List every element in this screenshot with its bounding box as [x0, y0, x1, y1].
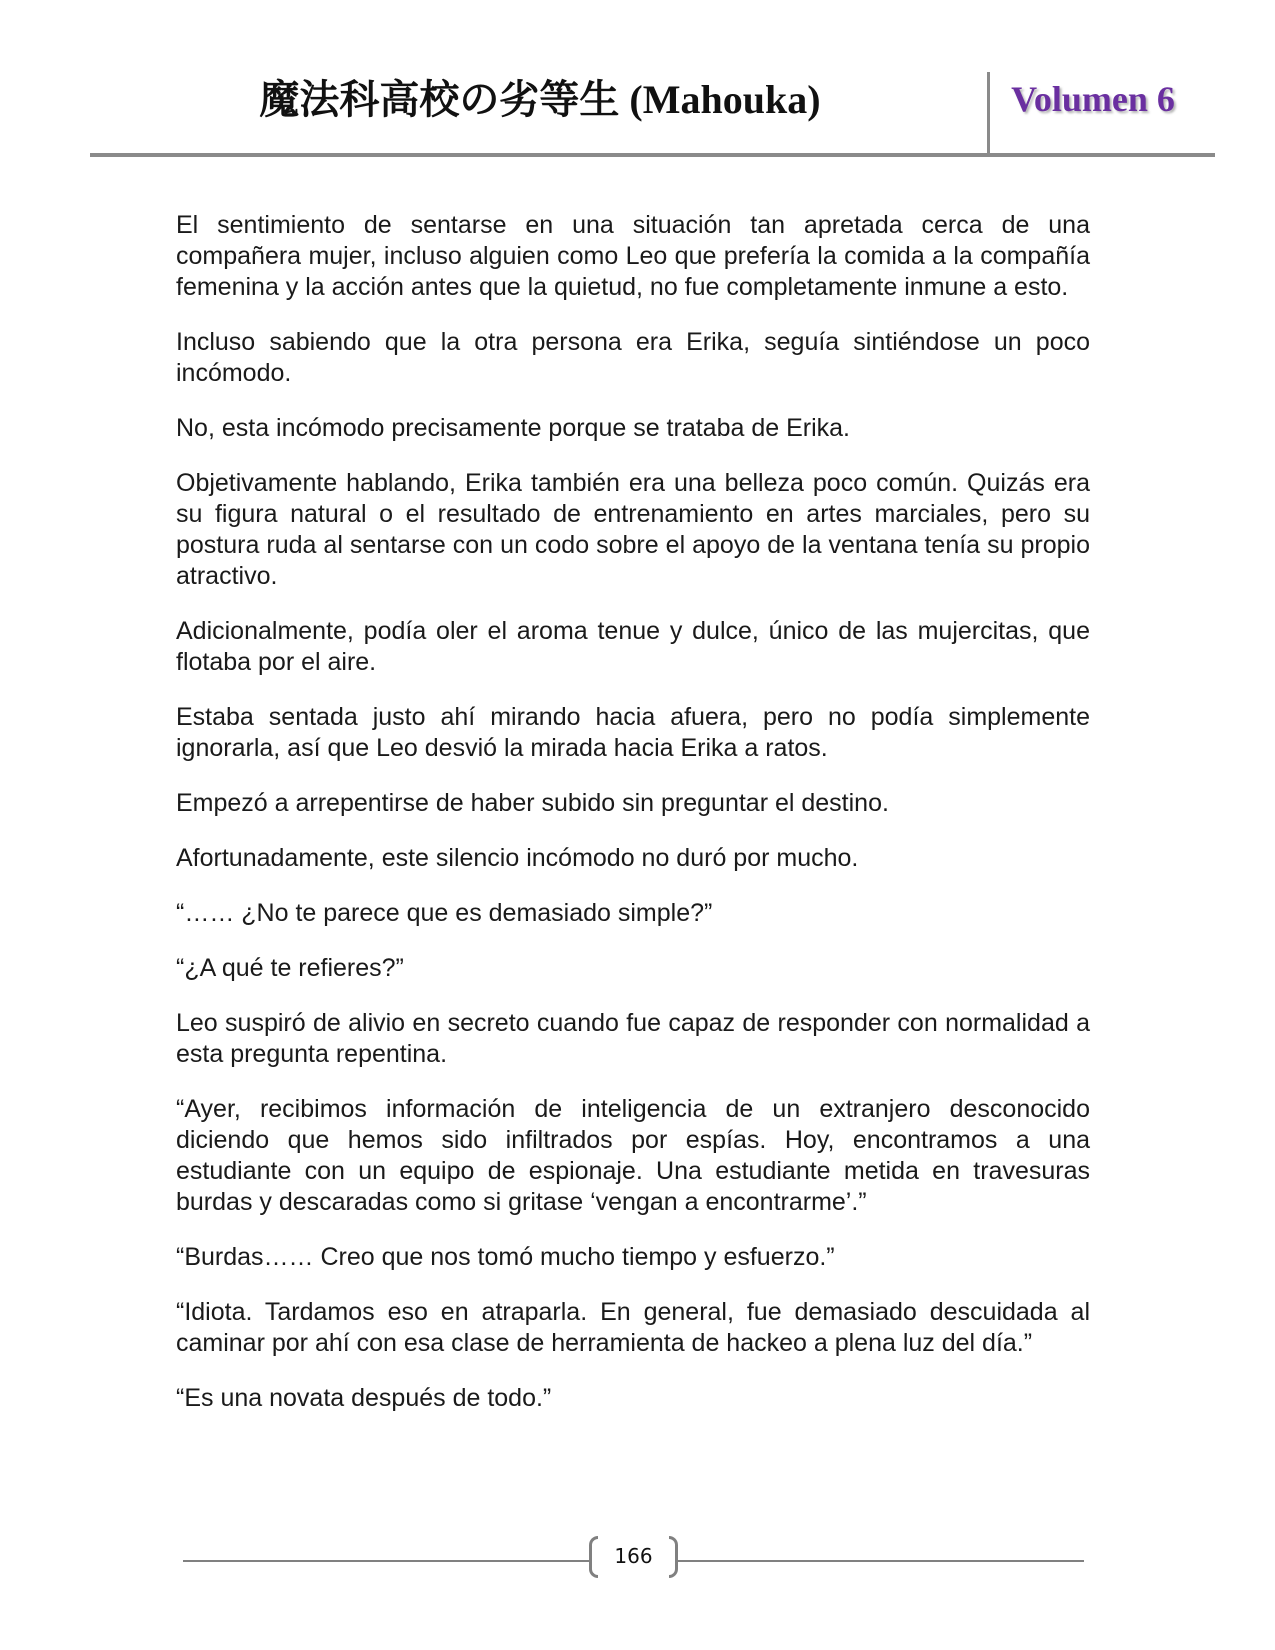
left-brace-icon: [589, 1536, 598, 1578]
paragraph: “Es una novata después de todo.”: [176, 1384, 552, 1412]
paragraph: Empezó a arrepentirse de haber subido sin preguntar el destino.: [176, 789, 889, 817]
paragraph: Adicionalmente, podía oler el aroma tenue y dulce, único de las mujercitas, que flotaba por el aire.: [176, 617, 1090, 676]
paragraph: “Ayer, recibimos información de inteligencia de un extranjero desconocido diciendo que hemos sido infiltrados por espías. Hoy, encontramos a una estudiante con un equipo de espionaje. Una estudiante metida en travesuras burdas y descaradas como si gritase ‘vengan a encontrarme’.”: [176, 1095, 1090, 1216]
paragraph: El sentimiento de sentarse en una situación tan apretada cerca de una compañera mujer, incluso alguien como Leo que prefería la comida a la compañía femenina y la acción antes que la quietud, no fue completamente inmune a esto.: [176, 211, 1090, 301]
page-header: [0, 0, 1275, 160]
header-rule: [90, 153, 1215, 157]
footer-rule-right: [678, 1560, 1084, 1562]
paragraph: “Burdas…… Creo que nos tomó mucho tiempo y esfuerzo.”: [176, 1243, 835, 1271]
page-number: 166: [614, 1544, 653, 1568]
paragraph: Objetivamente hablando, Erika también era una belleza poco común. Quizás era su figura natural o el resultado de entrenamiento en artes marciales, pero su postura ruda al sentarse con un codo sobre el apoyo de la ventana tenía su propio atractivo.: [176, 469, 1090, 590]
paragraph: No, esta incómodo precisamente porque se trataba de Erika.: [176, 414, 850, 442]
paragraph: Afortunadamente, este silencio incómodo no duró por mucho.: [176, 844, 859, 872]
paragraph: Incluso sabiendo que la otra persona era Erika, seguía sintiéndose un poco incómodo.: [176, 328, 1090, 387]
paragraph: Estaba sentada justo ahí mirando hacia afuera, pero no podía simplemente ignorarla, así que Leo desvió la mirada hacia Erika a ratos.: [176, 703, 1090, 762]
footer-rule-left: [183, 1560, 589, 1562]
paragraph: “…… ¿No te parece que es demasiado simple?”: [176, 899, 713, 927]
book-title: 魔法科高校の劣等生 (Mahouka): [259, 77, 821, 122]
paragraph: “Idiota. Tardamos eso en atraparla. En general, fue demasiado descuidada al caminar por ahí con esa clase de herramienta de hackeo a plena luz del día.”: [176, 1298, 1090, 1357]
page-body: [176, 210, 1090, 1438]
page-footer: [0, 1530, 1275, 1590]
right-brace-icon: [669, 1536, 678, 1578]
header-divider: [987, 72, 990, 155]
paragraph: “¿A qué te refieres?”: [176, 954, 404, 982]
paragraph: Leo suspiró de alivio en secreto cuando fue capaz de responder con normalidad a esta pregunta repentina.: [176, 1009, 1090, 1068]
volume-label: Volumen 6: [1011, 79, 1175, 119]
